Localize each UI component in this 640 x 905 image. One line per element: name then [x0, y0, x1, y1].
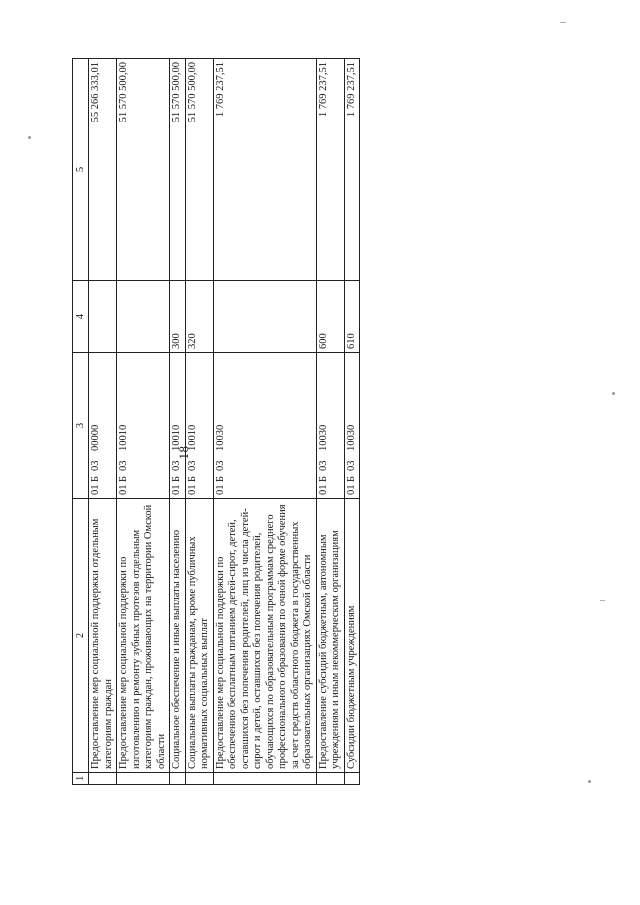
code-cell: [89, 353, 117, 499]
expense-type: [117, 281, 170, 353]
code-event: 03: [186, 460, 198, 471]
code-subprogram: Б: [90, 475, 101, 482]
code-direction: 10010: [171, 424, 182, 451]
code-event: 03: [118, 460, 129, 471]
code-cell: [344, 353, 360, 499]
code-event: 03: [171, 460, 182, 471]
column-header: 1: [73, 773, 89, 785]
code-direction: 00000: [90, 424, 101, 451]
expense-type: 320: [185, 281, 213, 353]
code-direction: 10030: [345, 424, 357, 451]
code-subprogram: Б: [317, 475, 329, 482]
expense-type: 600: [316, 281, 344, 353]
amount: 51 570 500,00: [185, 59, 213, 281]
code-cell: [316, 353, 344, 499]
code-program: 01: [317, 484, 329, 495]
code-subprogram: Б: [118, 475, 129, 482]
table-header-row: [73, 59, 89, 785]
row-number-cell: [170, 773, 186, 785]
code-cell: [170, 353, 186, 499]
code-program: 01: [186, 484, 198, 495]
table-row: [213, 59, 316, 785]
row-number-cell: [316, 773, 344, 785]
row-number-cell: [344, 773, 360, 785]
code-event: 03: [214, 460, 226, 471]
table-row: [170, 59, 186, 785]
table-row: [344, 59, 360, 785]
code-event: 03: [345, 460, 357, 471]
expense-type: 300: [170, 281, 186, 353]
expense-type: [213, 281, 316, 353]
row-name: Предоставление мер социальной поддержки по изготовлению и ремонту зубных протезов отдельным категориям граждан, проживающих на территории Омской области: [117, 499, 170, 773]
column-header: 3: [73, 353, 89, 499]
code-program: 01: [118, 484, 129, 495]
code-event: 03: [90, 460, 101, 471]
code-cell: [185, 353, 213, 499]
table-row: [316, 59, 344, 785]
code-subprogram: Б: [186, 475, 198, 482]
row-number-cell: [213, 773, 316, 785]
code-subprogram: Б: [171, 475, 182, 482]
amount: 55 266 333,01: [89, 59, 117, 281]
code-cell: [213, 353, 316, 499]
page-number: 18: [176, 445, 191, 460]
amount: 1 769 237,51: [213, 59, 316, 281]
code-direction: 10030: [214, 424, 226, 451]
code-program: 01: [214, 484, 226, 495]
code-program: 01: [90, 484, 101, 495]
code-program: 01: [345, 484, 357, 495]
table-row: [89, 59, 117, 785]
row-name: Предоставление мер социальной поддержки по обеспечению бесплатным питанием детей-сирот, детей, оставшихся без попечения родителей, лиц из числа детей-сирот и детей, оставшихся без попечения родителей, обучающихся по образовательным программам среднего профессионального образования по очной форме обучения за счет средств областного бюджета в государственных образовательных организациях Омской области: [213, 499, 316, 773]
amount: 51 570 500,00: [170, 59, 186, 281]
code-event: 03: [317, 460, 329, 471]
code-direction: 10010: [186, 424, 198, 451]
expense-type: 610: [344, 281, 360, 353]
amount: 51 570 500,00: [117, 59, 170, 281]
column-header: 2: [73, 499, 89, 773]
code-program: 01: [171, 484, 182, 495]
row-name: Субсидии бюджетным учреждениям: [344, 499, 360, 773]
column-header: 5: [73, 59, 89, 281]
budget-table: [72, 58, 360, 785]
row-number-cell: [185, 773, 213, 785]
column-header: 4: [73, 281, 89, 353]
amount: 1 769 237,51: [344, 59, 360, 281]
row-name: Предоставление субсидий бюджетным, автономным учреждениям и иным некоммерческим организациям: [316, 499, 344, 773]
code-direction: 10010: [118, 424, 129, 451]
row-name: Предоставление мер социальной поддержки отдельным категориям граждан: [89, 499, 117, 773]
code-cell: [117, 353, 170, 499]
row-number-cell: [117, 773, 170, 785]
amount: 1 769 237,51: [316, 59, 344, 281]
code-direction: 10030: [317, 424, 329, 451]
row-number-cell: [89, 773, 117, 785]
row-name: Социальные выплаты гражданам, кроме публичных нормативных социальных выплат: [185, 499, 213, 773]
row-name: Социальное обеспечение и иные выплаты населению: [170, 499, 186, 773]
code-subprogram: Б: [214, 475, 226, 482]
table-row: [117, 59, 170, 785]
code-subprogram: Б: [345, 475, 357, 482]
expense-type: [89, 281, 117, 353]
table-row: [185, 59, 213, 785]
